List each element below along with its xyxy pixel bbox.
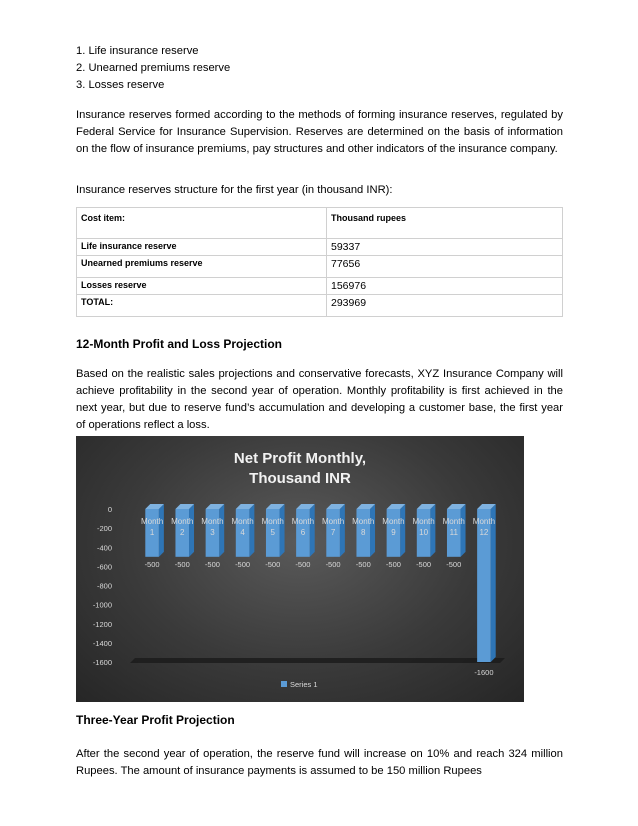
list-item: 3. Losses reserve	[76, 79, 165, 91]
data-label: -500	[295, 560, 311, 569]
chart-title: Thousand INR	[249, 470, 351, 487]
bar-side	[491, 504, 496, 662]
table-cell: Life insurance reserve	[77, 239, 327, 256]
data-label: -1600	[474, 668, 494, 677]
x-tick-label: Month	[472, 517, 496, 526]
net-profit-chart	[76, 436, 524, 702]
table-cell: 156976	[327, 278, 563, 295]
x-tick-label: Month	[231, 517, 254, 526]
section-heading: 12-Month Profit and Loss Projection	[76, 337, 283, 351]
x-tick-label: 11	[449, 528, 458, 537]
bar-side	[461, 504, 466, 557]
bar-side	[249, 504, 254, 557]
bar-side	[400, 504, 405, 557]
list-item: 1. Life insurance reserve	[76, 45, 199, 57]
y-tick-label: -600	[96, 562, 112, 572]
x-tick-label: Month	[321, 517, 345, 526]
table-row	[77, 295, 563, 317]
table-cell: 59337	[327, 239, 563, 256]
data-label: -500	[174, 560, 190, 569]
legend-label: Series 1	[290, 680, 318, 689]
paragraph: Insurance reserves formed according to the methods of forming insurance reserves, regulated by Federal Service for Insurance Supervision. Reserves are determined on the basis of information on the flow of insurance premiums, pay structures and other indicators of the insurance company.	[76, 109, 563, 155]
table-cell: 293969	[327, 295, 563, 317]
section-heading: Three-Year Profit Projection	[76, 713, 235, 727]
data-label: -500	[355, 560, 371, 569]
chart-title: Net Profit Monthly,	[233, 450, 367, 467]
data-label: -500	[144, 560, 160, 569]
chart-floor	[130, 658, 505, 663]
x-tick-label: Month	[382, 517, 405, 526]
x-tick-label: 6	[300, 528, 306, 537]
x-tick-label: Month	[140, 517, 164, 526]
bar-side	[219, 504, 224, 557]
table-cell: TOTAL:	[77, 295, 327, 317]
data-label: -500	[204, 560, 220, 569]
table-header-cell: Cost item:	[77, 208, 327, 239]
x-tick-label: 10	[419, 528, 429, 537]
y-tick-label: -200	[96, 524, 112, 534]
data-label: -500	[446, 560, 462, 569]
x-tick-label: Month	[201, 517, 224, 526]
table-row	[77, 256, 563, 278]
bar-side	[340, 504, 345, 557]
bar-side	[430, 504, 435, 557]
y-tick-label: -1200	[92, 619, 112, 629]
x-tick-label: 7	[330, 528, 336, 537]
x-tick-label: 8	[361, 528, 366, 537]
bar-side	[159, 504, 164, 557]
reserves-table	[76, 207, 563, 317]
data-label: -500	[265, 560, 281, 569]
x-tick-label: Month	[442, 517, 465, 526]
bar-side	[370, 504, 375, 557]
chart-svg	[76, 436, 524, 702]
x-tick-label: Month	[261, 517, 284, 526]
x-tick-label: 12	[479, 528, 489, 537]
list-item: 2. Unearned premiums reserve	[76, 62, 231, 74]
x-tick-label: 5	[270, 528, 275, 537]
bar-side	[310, 504, 315, 557]
x-tick-label: Month	[352, 517, 375, 526]
data-label: -500	[416, 560, 432, 569]
table-row	[77, 239, 563, 256]
bar-side	[189, 504, 194, 557]
bar-side	[280, 504, 285, 557]
reserve-list	[76, 43, 230, 94]
data-label: -500	[325, 560, 341, 569]
x-tick-label: 3	[210, 528, 215, 537]
y-tick-label: -1000	[92, 600, 112, 610]
y-tick-label: 0	[107, 505, 112, 514]
x-tick-label: Month	[291, 517, 315, 526]
y-tick-label: -800	[96, 581, 112, 591]
x-tick-label: 1	[149, 528, 155, 537]
legend-swatch	[281, 681, 287, 687]
x-tick-label: 9	[391, 528, 396, 537]
paragraph: After the second year of operation, the reserve fund will increase on 10% and reach 324 million Rupees. The amount of insurance payments is assumed to be 150 million Rupees	[76, 748, 563, 777]
table-cell: 77656	[327, 256, 563, 278]
paragraph: Insurance reserves structure for the first year (in thousand INR):	[76, 184, 393, 196]
table-header-row	[77, 208, 563, 239]
y-tick-label: -1400	[92, 638, 112, 648]
x-tick-label: 2	[180, 528, 185, 537]
table-cell: Unearned premiums reserve	[77, 256, 327, 278]
data-label: -500	[235, 560, 251, 569]
table-header-cell: Thousand rupees	[327, 208, 563, 239]
table-cell: Losses reserve	[77, 278, 327, 295]
x-tick-label: Month	[412, 517, 435, 526]
x-tick-label: Month	[171, 517, 194, 526]
paragraph: Based on the realistic sales projections and conservative forecasts, XYZ Insurance Company will achieve profitability in the second year of operation. Monthly profitability is first achieved in the next year, but due to reserve fund’s accumulation and developing a customer base, the first year of operations reflect a loss.	[76, 368, 563, 431]
x-tick-label: 4	[240, 528, 245, 537]
y-tick-label: -1600	[92, 658, 112, 667]
table-row	[77, 278, 563, 295]
y-tick-label: -400	[96, 543, 112, 553]
data-label: -500	[385, 560, 401, 569]
